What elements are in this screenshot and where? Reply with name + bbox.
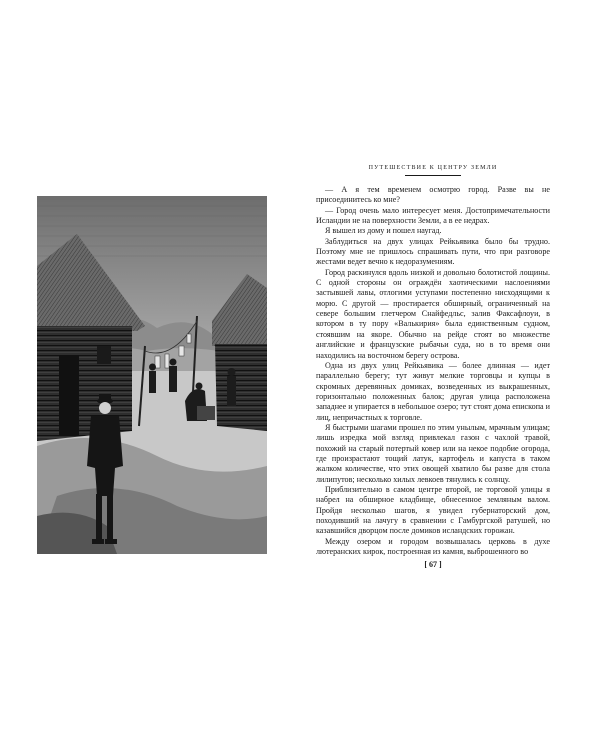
paragraph: Я быстрыми шагами прошел по этим унылым, мрачным улицам; лишь изредка мой взгляд привлекал газон с чахлой травой, похожий на старый потертый ковер или на некое подобие огорода, где произрастают тощий латук, картофель и капуста в таком жалком количестве, что этих овощей хватило бы разве для стола лилипутов; несколько хилых левкоев тянулись к солнцу. bbox=[316, 422, 550, 484]
page-number: [ 67 ] bbox=[424, 560, 442, 569]
running-head: ПУТЕШЕСТВИЕ К ЦЕНТРУ ЗЕМЛИ bbox=[368, 165, 498, 171]
paragraph: — А я тем временем осмотрю город. Разве вы не присоединитесь ко мне? bbox=[316, 185, 550, 205]
paragraph: Приблизительно в самом центре второй, не торговой улицы я набрел на обширное кладбище, обнесенное земляным валом. Пройдя несколько шагов, я увидел губернаторский дом, походивший на лачугу в сравнении с Гамбургской ратушей, но казавшийся дворцом после домиков исландских горожан. bbox=[316, 484, 550, 536]
paragraph: Заблудиться на двух улицах Рейкьявика было бы трудно. Поэтому мне не пришлось спрашивать пути, что при разговоре жестами ведет вечно к недоразумениям. bbox=[316, 236, 550, 267]
paragraph: Я вышел из дому и пошел наугад. bbox=[325, 226, 442, 236]
body-text bbox=[316, 185, 550, 557]
paragraph: — Город очень мало интересует меня. Достопримечательности Исландии не на поверхности Земли, а в ее недрах. bbox=[316, 205, 550, 226]
paragraph: Одна из двух улиц Рейкьявика — более длинная — идет параллельно берегу; тут живут мелкие торговцы и купцы в скромных деревянных домиках, возведенных из выкрашенных, горизонтально положенных балок; другая улица расположена западнее и упирается в небольшое озеро; тут стоят дома епископа и лиц, непричастных к торговле. bbox=[316, 360, 550, 422]
engraving-illustration bbox=[37, 196, 267, 554]
engraving-street-scene bbox=[37, 196, 267, 554]
paragraph: Город раскинулся вдоль низкой и довольно болотистой лощины. С одной стороны он ограждён хаотическими наслоениями застывшей лавы, отлогими уступами постепенно нисходящими к морю. С другой — простирается обширный, ограниченный на севере большим глетчером Снайфедльс, залив Факсафлоуи, в котором в ту пору «Валькирия» была единственным судном, стоявшим на якоре. Обычно на рейде стоят во множестве английские и французские рыбачьи суда, но в то время они находились на восточном берегу острова. bbox=[316, 267, 550, 360]
running-head-rule bbox=[405, 175, 461, 176]
paragraph: Между озером и городом возвышалась церковь в духе лютеранских кирок, построенная из камня, выброшенного во bbox=[316, 536, 550, 557]
